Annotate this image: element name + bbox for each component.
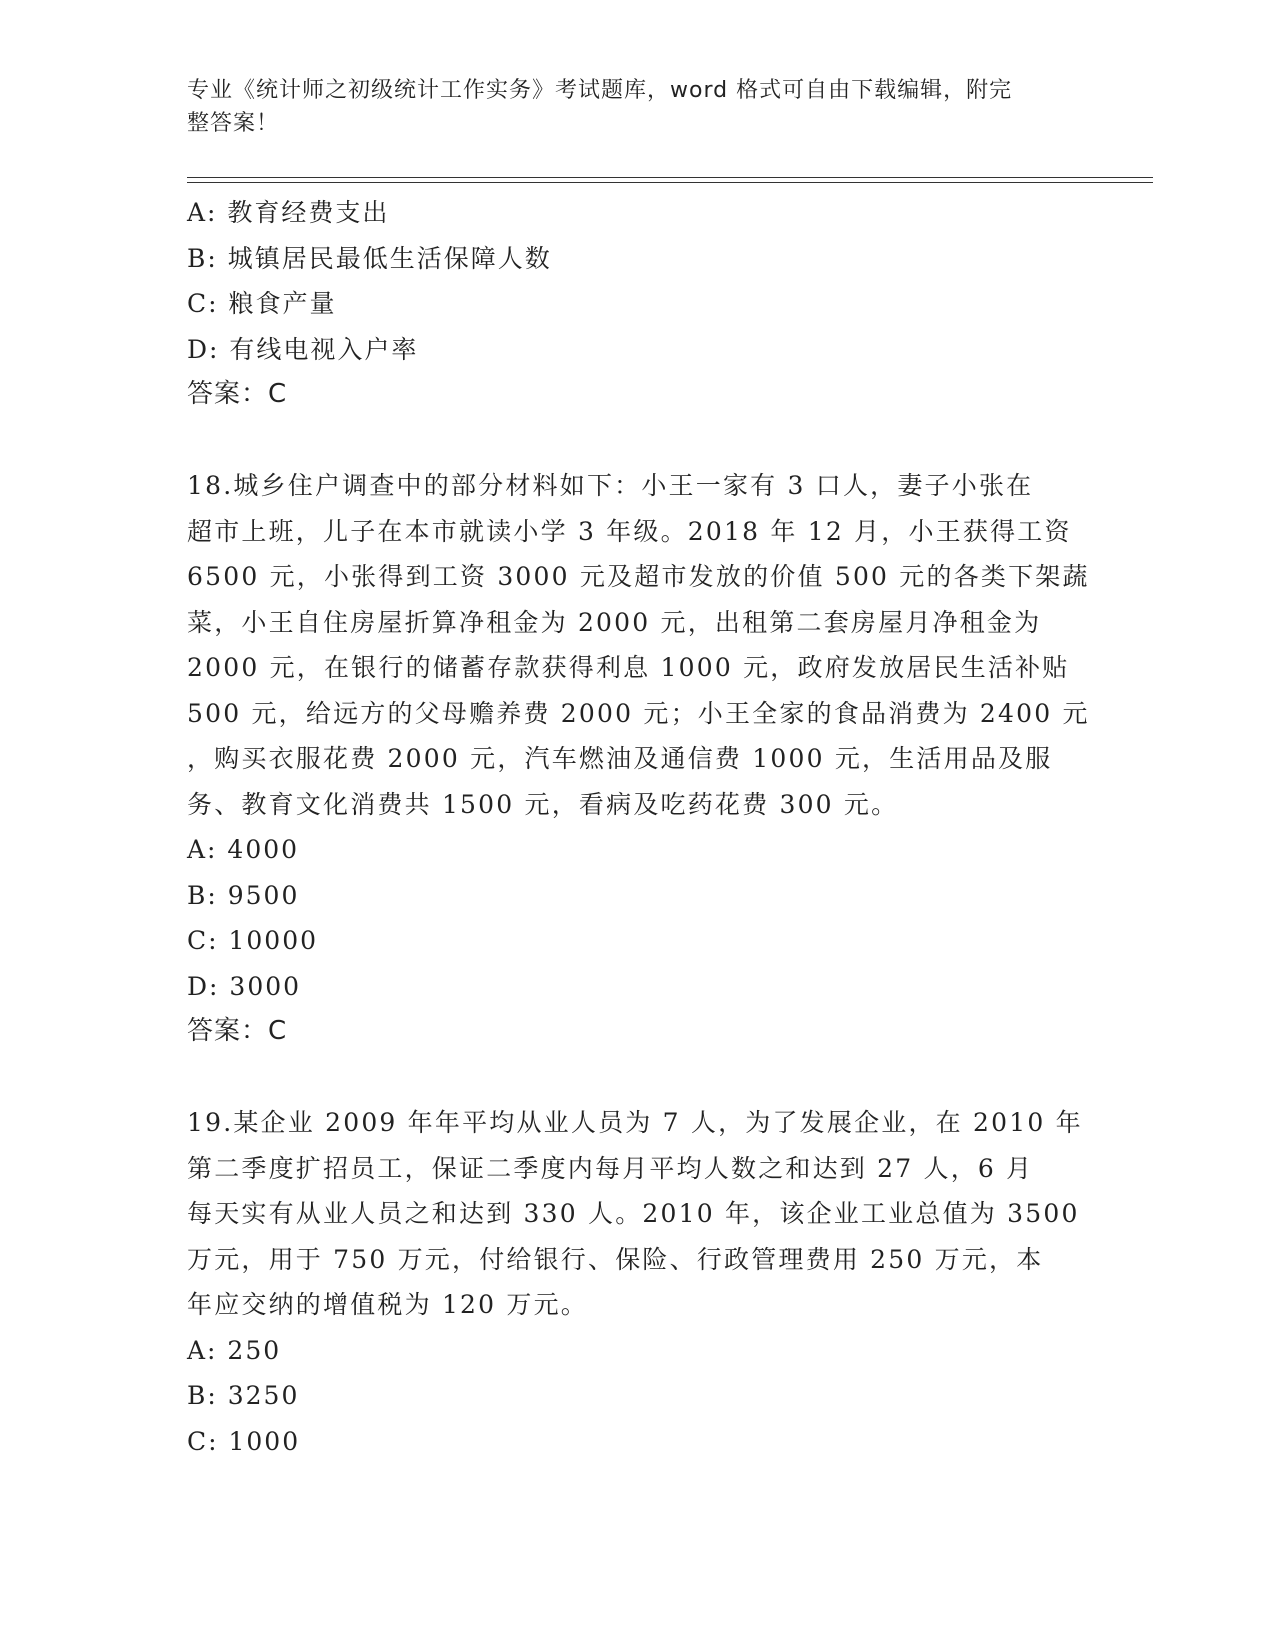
stem-line: 年应交纳的增值税为 120 万元。 (187, 1290, 589, 1319)
option-a: A: 4000 (187, 835, 300, 864)
stem-line: 18.城乡住户调查中的部分材料如下：小王一家有 3 口人，妻子小张在 (187, 471, 1034, 500)
stem-line: 超市上班，儿子在本市就读小学 3 年级。2018 年 12 月，小王获得工资 (187, 516, 1072, 546)
stem-line: 务、教育文化消费共 1500 元，看病及吃药花费 300 元。 (187, 789, 899, 819)
stem-line: 万元，用于 750 万元，付给银行、保险、行政管理费用 250 万元，本 (187, 1244, 1044, 1274)
question-content (187, 190, 1090, 1464)
stem-line: ，购买衣服花费 2000 元，汽车燃油及通信费 1000 元，生活用品及服 (187, 744, 1053, 773)
question-19 (187, 1100, 1087, 1464)
option-b: B: 城镇居民最低生活保障人数 (187, 243, 552, 273)
header-divider-bottom (187, 182, 1153, 183)
stem-line: 第二季度扩招员工，保证二季度内每月平均人数之和达到 27 人，6 月 (187, 1153, 1034, 1183)
stem-line: 500 元，给远方的父母赡养费 2000 元；小王全家的食品消费为 2400 元 (187, 698, 1090, 728)
answer-line: 答案：C (187, 379, 288, 409)
option-d: D: 3000 (187, 971, 302, 1001)
option-c: C: 粮食产量 (187, 289, 337, 318)
stem-line: 19.某企业 2009 年年平均从业人员为 7 人，为了发展企业，在 2010 年 (187, 1108, 1083, 1137)
answer-line: 答案：C (187, 1016, 288, 1046)
document-header (187, 74, 1067, 140)
question-stem (187, 463, 1090, 827)
question-17 (187, 190, 1087, 418)
spacer (187, 418, 1087, 464)
option-c: C: 10000 (187, 926, 319, 955)
question-stem (187, 1100, 1087, 1328)
header-line-1: 专业《统计师之初级统计工作实务》考试题库，word 格式可自由下载编辑，附完 (187, 78, 1013, 103)
header-divider-top (187, 177, 1153, 178)
header-line-2: 整答案！ (187, 111, 280, 136)
option-b: B: 9500 (187, 880, 300, 910)
option-a: A: 教育经费支出 (187, 198, 390, 227)
stem-line: 每天实有从业人员之和达到 330 人。2010 年，该企业工业总值为 3500 (187, 1199, 1080, 1228)
option-a: A: 250 (187, 1335, 282, 1365)
stem-line: 菜，小王自住房屋折算净租金为 2000 元，出租第二套房屋月净租金为 (187, 607, 1042, 637)
spacer (187, 1055, 1087, 1101)
option-d: D: 有线电视入户率 (187, 334, 419, 364)
option-c: C: 1000 (187, 1426, 301, 1456)
stem-line: 6500 元，小张得到工资 3000 元及超市发放的价值 500 元的各类下架蔬 (187, 562, 1090, 591)
stem-line: 2000 元，在银行的储蓄存款获得利息 1000 元，政府发放居民生活补贴 (187, 653, 1070, 682)
question-18 (187, 463, 1090, 1055)
option-b: B: 3250 (187, 1381, 300, 1410)
